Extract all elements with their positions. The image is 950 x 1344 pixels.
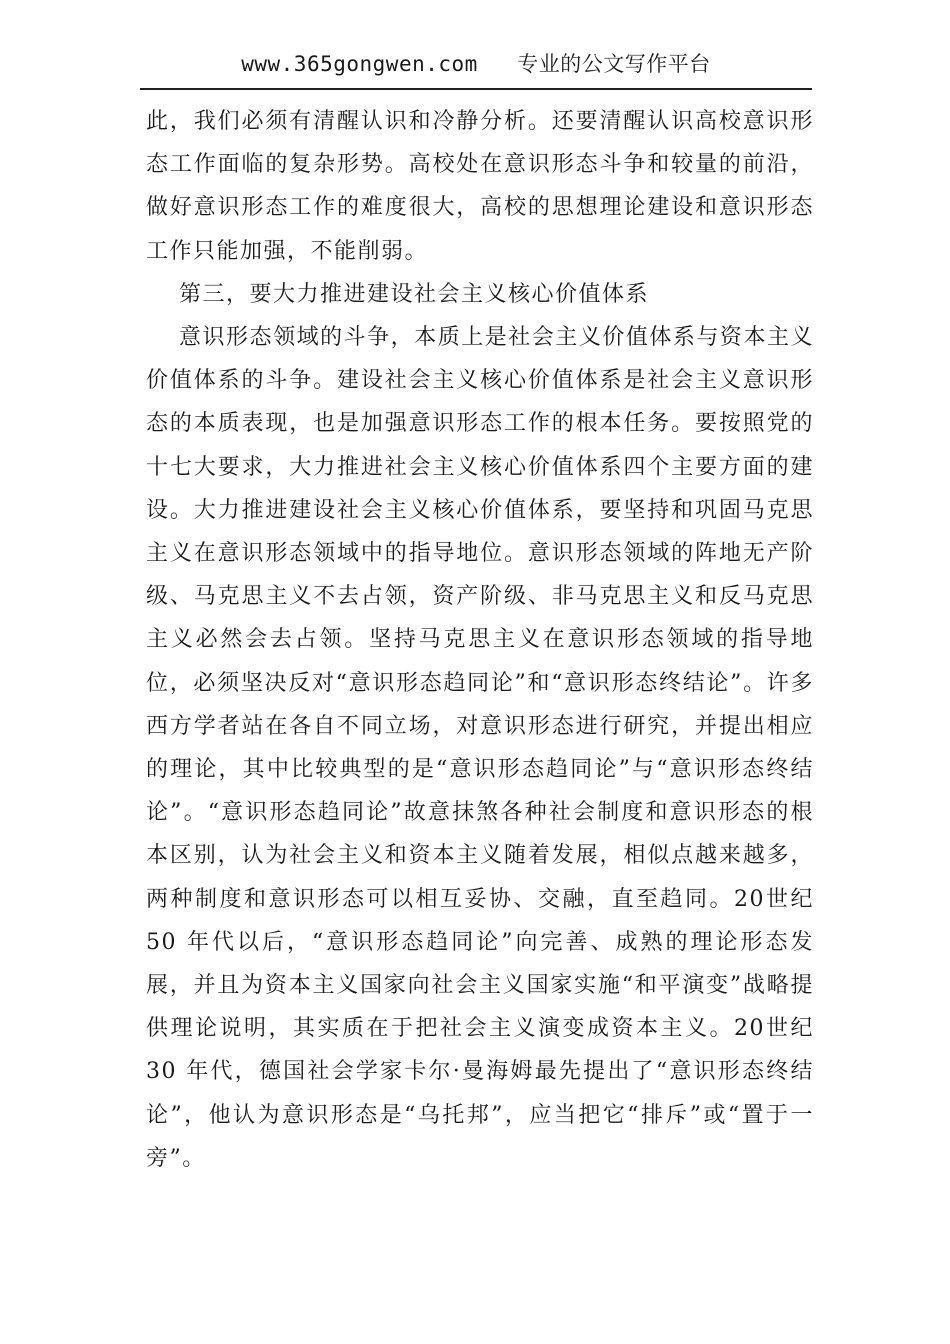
section-heading-third: 第三，要大力推进建设社会主义核心价值体系 — [179, 281, 650, 307]
header-tagline: 专业的公文写作平台 — [517, 52, 711, 76]
header-divider — [140, 88, 812, 90]
header-website: www.365gongwen.com — [241, 52, 478, 76]
paragraph-core-values: 意识形态领域的斗争，本质上是社会主义价值体系与资本主义价值体系的斗争。建设社会主义核心价值体系是社会主义意识形态的本质表现，也是加强意识形态工作的根本任务。要按照党的十七大要求，大力推进社会主义核心价值体系四个主要方面的建设。大力推进建设社会主义核心价值体系，要坚持和巩固马克思主义在意识形态领域中的指导地位。意识形态领域的阵地无产阶级、马克思主义不去占领，资产阶级、非马克思主义和反马克思主义必然会去占领。坚持马克思主义在意识形态领域的指导地位，必须坚决反对“意识形态趋同论”和“意识形态终结论”。许多西方学者站在各自不同立场，对意识形态进行研究，并提出相应的理论，其中比较典型的是“意识形态趋同论”与“意识形态终结论”。“意识形态趋同论”故意抹煞各种社会制度和意识形态的根本区别，认为社会主义和资本主义随着发展，相似点越来越多，两种制度和意识形态可以相互妥协、交融，直至趋同。20世纪 50 年代以后，“意识形态趋同论”向完善、成熟的理论形态发展，并且为资本主义国家向社会主义国家实施“和平演变”战略提供理论说明，其实质在于把社会主义演变成资本主义。20世纪 30 年代，德国社会学家卡尔·曼海姆最先提出了“意识形态终结论”，他认为意识形态是“乌托邦”，应当把它“排斥”或“置于一旁”。 — [146, 325, 814, 1171]
page-header — [140, 44, 812, 84]
document-body — [146, 100, 814, 1180]
paragraph-continuation: 此，我们必须有清醒认识和冷静分析。还要清醒认识高校意识形态工作面临的复杂形势。高校处在意识形态斗争和较量的前沿，做好意识形态工作的难度很大，高校的思想理论建设和意识形态工作只能加强，不能削弱。 — [146, 109, 814, 264]
